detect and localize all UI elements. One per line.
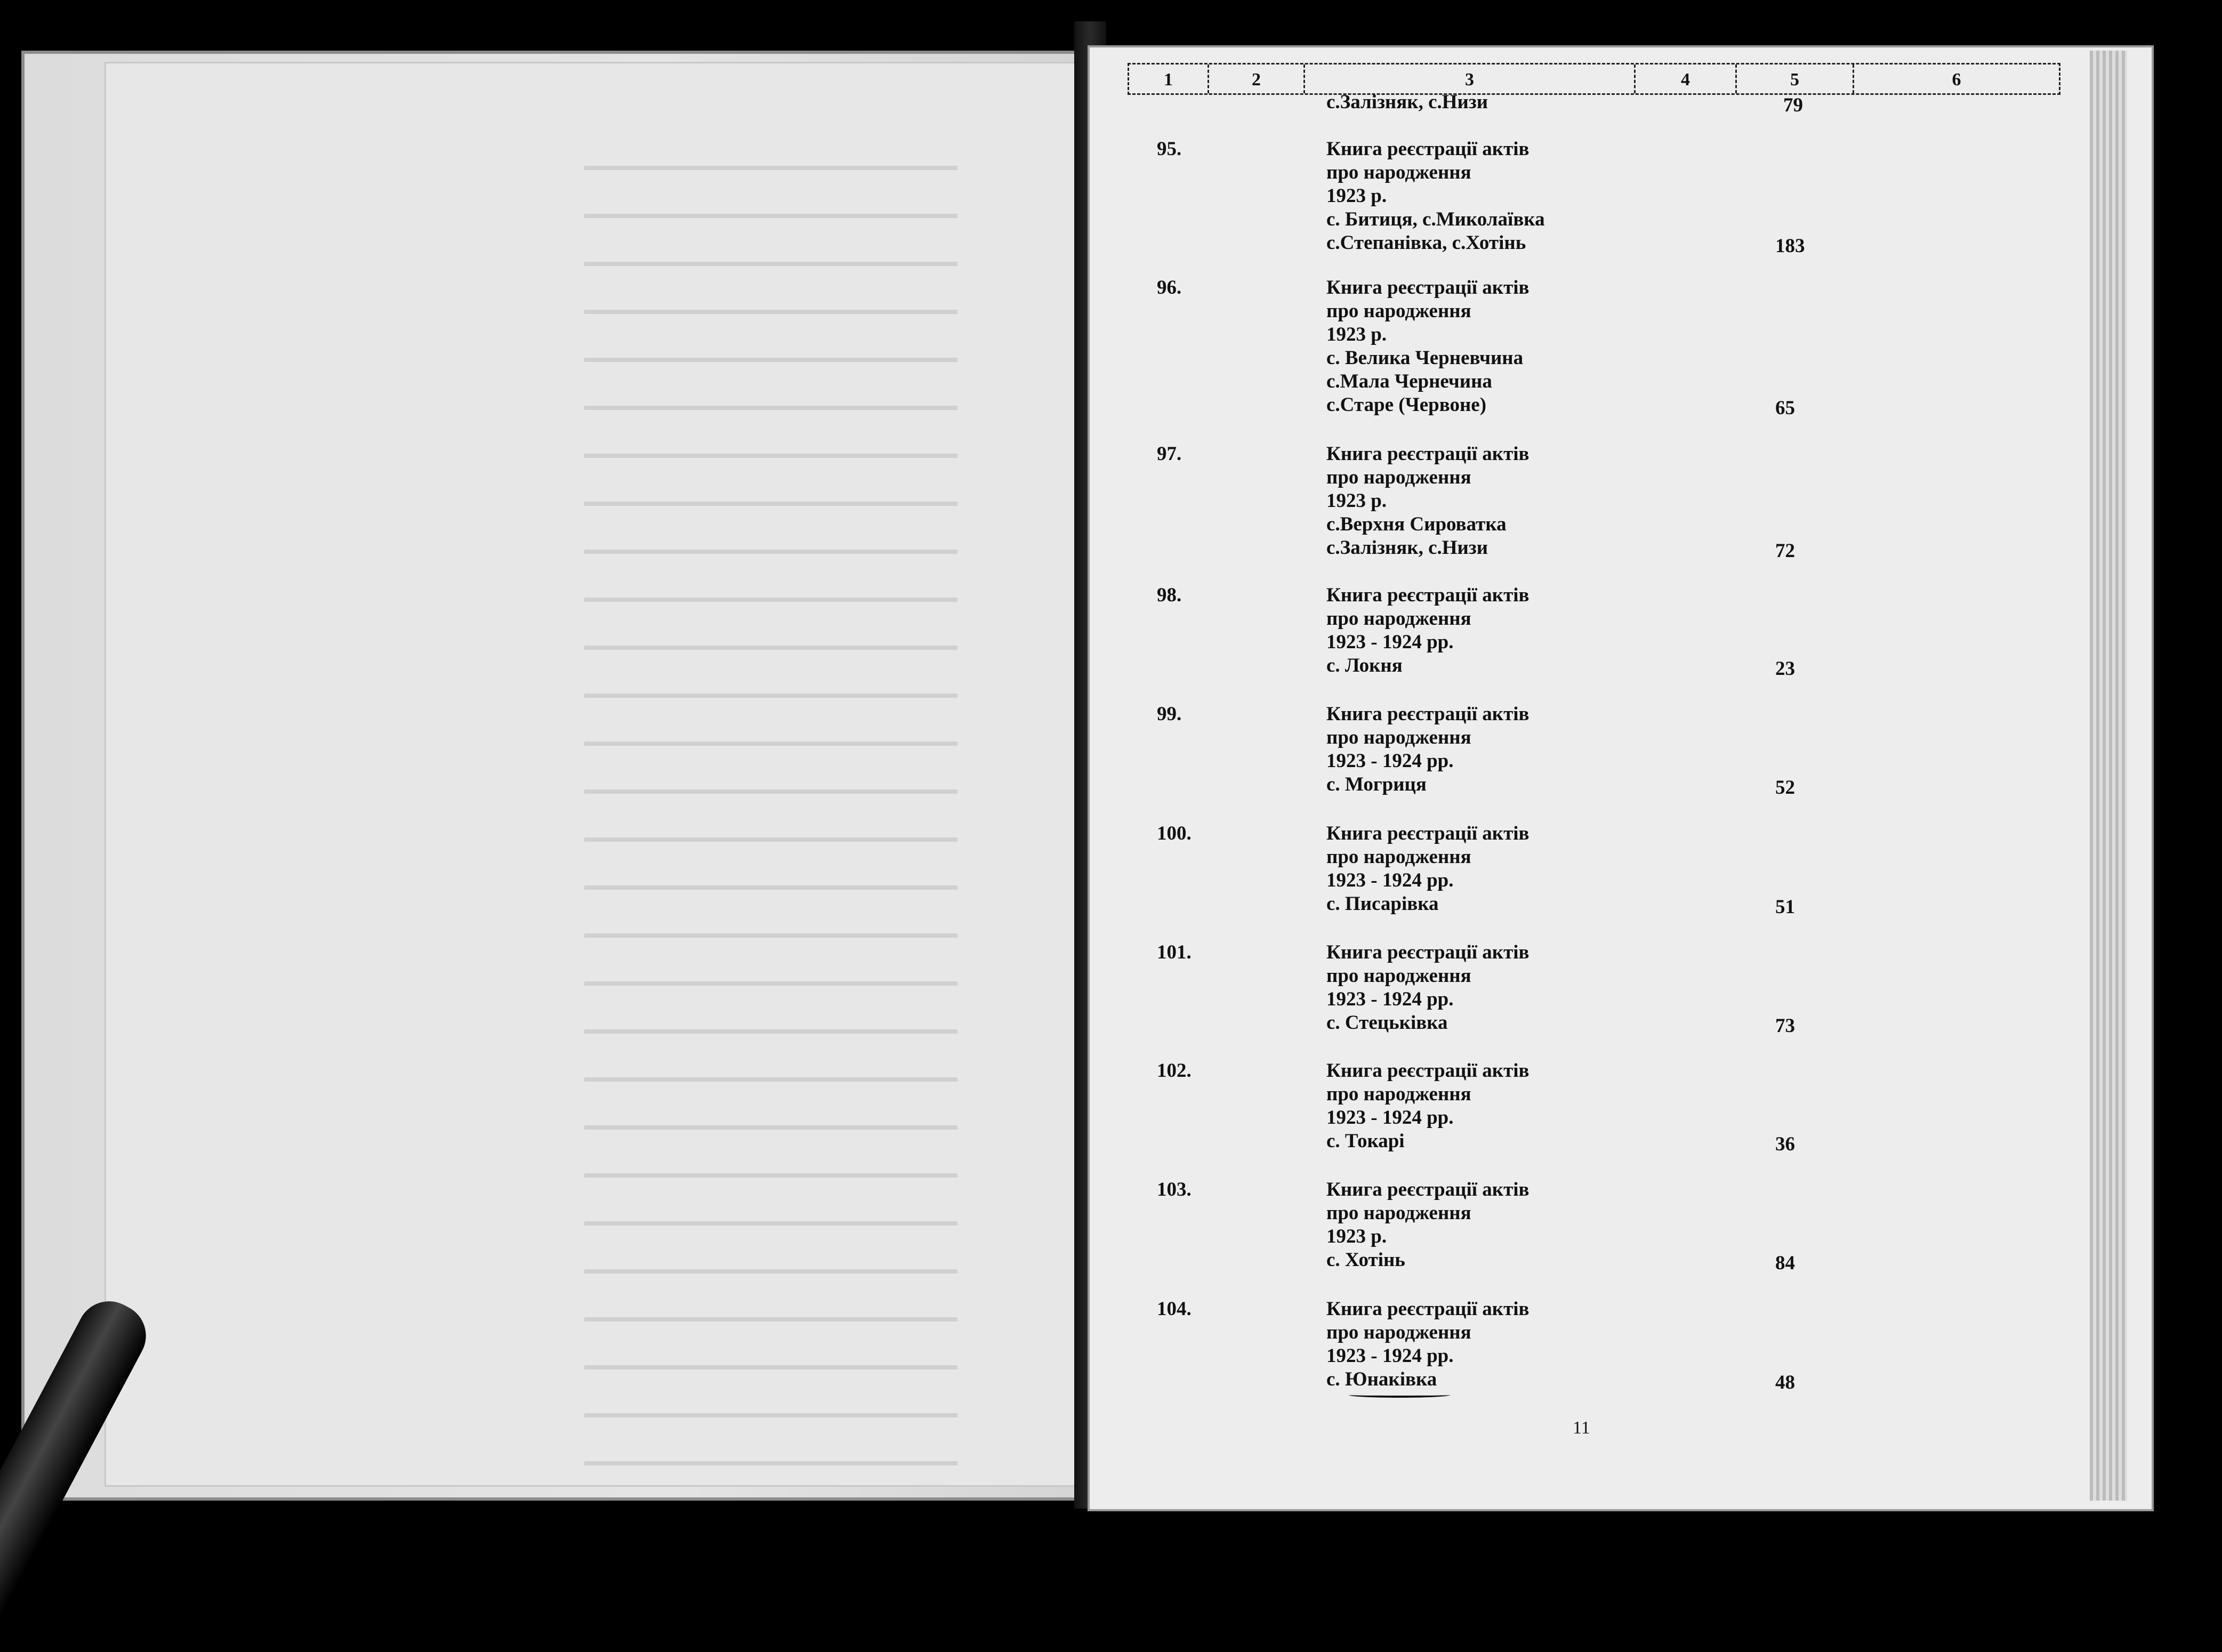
entry-number: 102. (1157, 1060, 1191, 1082)
entry-description-line: Книга реєстрації актів (1326, 584, 1529, 606)
entry-count: 72 (1775, 540, 1795, 562)
entry-description-line: 1923 р. (1326, 324, 1387, 345)
entry-count: 48 (1775, 1372, 1795, 1393)
entry-description-line: про народження (1326, 608, 1471, 630)
entry-count: 84 (1775, 1252, 1795, 1274)
bleed-through-text (584, 144, 957, 1477)
entry-description-line: 1923 р. (1326, 1226, 1387, 1247)
entry-description-line: 1923 - 1924 рр. (1326, 988, 1454, 1010)
page-edges (2090, 51, 2127, 1501)
entry-description-line: с.Старе (Червоне) (1326, 394, 1487, 416)
left-page (21, 51, 1093, 1501)
entry-description-line: с.Мала Чернечина (1326, 370, 1492, 392)
entry-description-line: про народження (1326, 466, 1471, 488)
continuation-text: с.Залізняк, с.Низи (1326, 91, 1488, 113)
entry-number: 100. (1157, 823, 1191, 844)
entry-number: 104. (1157, 1298, 1191, 1320)
entry-description-line: Книга реєстрації актів (1326, 941, 1529, 963)
right-page (1088, 45, 2154, 1511)
entry-description-line: с. Локня (1326, 655, 1403, 676)
entry-description-line: Книга реєстрації актів (1326, 823, 1529, 844)
entry-description-line: 1923 - 1924 рр. (1326, 1107, 1454, 1129)
entry-description-line: 1923 - 1924 рр. (1326, 1345, 1454, 1367)
entry-description-line: про народження (1326, 162, 1471, 183)
entry-description-line: 1923 р. (1326, 185, 1387, 207)
entry-number: 98. (1157, 584, 1182, 606)
entry-number: 99. (1157, 703, 1182, 725)
entry-description-line: с. Юнаківка (1326, 1368, 1437, 1390)
continuation-count: 79 (1783, 94, 1803, 116)
entry-description-line: с. Стецьківка (1326, 1012, 1448, 1034)
entry-description-line: Книга реєстрації актів (1326, 703, 1529, 725)
entry-description-line: с. Писарівка (1326, 893, 1439, 915)
header-col-1: 1 (1129, 65, 1209, 93)
entry-description-line: 1923 - 1924 рр. (1326, 869, 1454, 891)
entry-count: 36 (1775, 1133, 1795, 1155)
entry-description-line: про народження (1326, 846, 1471, 868)
entry-description-line: с.Верхня Сироватка (1326, 513, 1507, 535)
header-col-2: 2 (1209, 65, 1305, 93)
entry-number: 97. (1157, 443, 1182, 465)
entry-description-line: 1923 р. (1326, 490, 1387, 512)
entry-number: 103. (1157, 1179, 1191, 1200)
entry-description-line: с. Токарі (1326, 1130, 1405, 1152)
table-header-row (1128, 63, 2060, 95)
entry-description-line: про народження (1326, 1321, 1471, 1343)
entry-number: 101. (1157, 941, 1191, 963)
entry-description-line: Книга реєстрації актів (1326, 1060, 1529, 1082)
entry-description-line: 1923 - 1924 рр. (1326, 750, 1454, 772)
header-col-3: 3 (1305, 65, 1636, 93)
entry-description-line: с. Могриця (1326, 773, 1427, 795)
entry-description-line: про народження (1326, 1202, 1471, 1224)
entry-number: 95. (1157, 138, 1182, 160)
entry-description-line: Книга реєстрації актів (1326, 1179, 1529, 1200)
header-col-5: 5 (1737, 65, 1854, 93)
entry-description-line: с. Битиця, с.Миколаївка (1326, 208, 1545, 230)
entry-description-line: с.Залізняк, с.Низи (1326, 537, 1488, 559)
entry-description-line: с. Хотінь (1326, 1249, 1405, 1271)
entry-number: 96. (1157, 277, 1182, 299)
entry-count: 51 (1775, 896, 1795, 918)
entry-count: 65 (1775, 397, 1795, 419)
entry-count: 23 (1775, 658, 1795, 680)
entry-description-line: про народження (1326, 300, 1471, 322)
entry-description-line: про народження (1326, 727, 1471, 748)
page-number: 11 (1573, 1418, 1590, 1438)
entry-count: 52 (1775, 777, 1795, 799)
entry-description-line: Книга реєстрації актів (1326, 138, 1529, 160)
entry-description-line: Книга реєстрації актів (1326, 1298, 1529, 1320)
header-col-6: 6 (1952, 70, 1961, 90)
entry-description-line: с.Степанівка, с.Хотінь (1326, 232, 1526, 254)
entry-description-line: 1923 - 1924 рр. (1326, 631, 1454, 653)
entry-description-line: Книга реєстрації актів (1326, 277, 1529, 299)
entry-description-line: с. Велика Черневчина (1326, 347, 1524, 369)
entry-description-line: Книга реєстрації актів (1326, 443, 1529, 465)
entry-description-line: про народження (1326, 1083, 1471, 1105)
entry-count: 73 (1775, 1015, 1795, 1037)
entry-count: 183 (1775, 235, 1805, 257)
handwritten-underline (1349, 1392, 1450, 1398)
entry-description-line: про народження (1326, 965, 1471, 987)
header-col-4: 4 (1636, 65, 1737, 93)
